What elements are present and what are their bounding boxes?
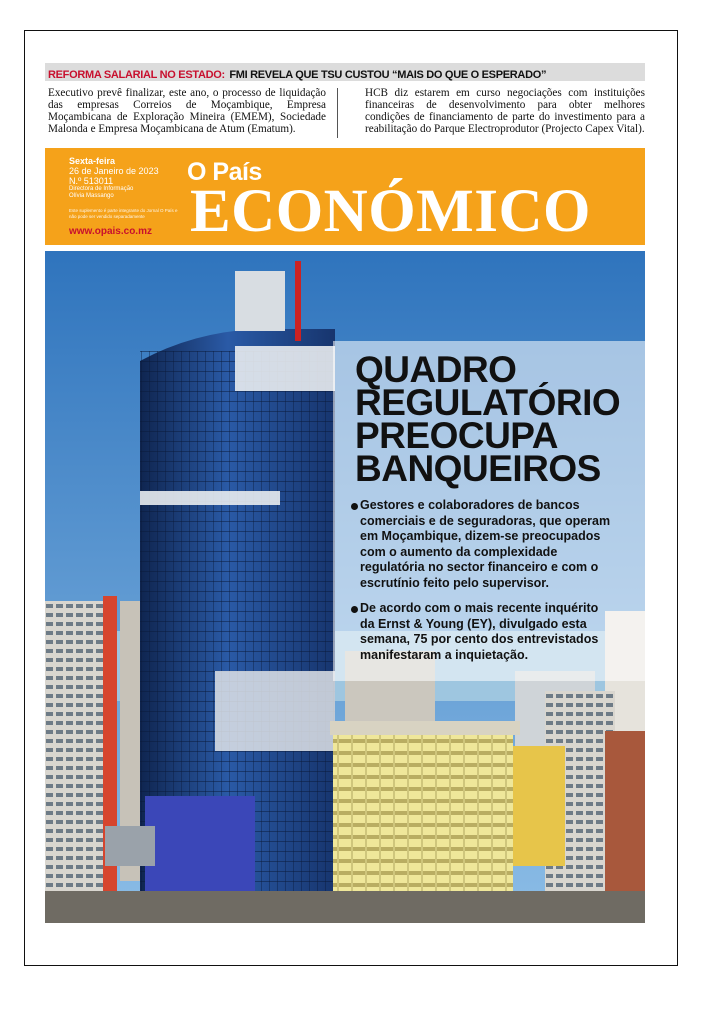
headline-line: BANQUEIROS <box>355 448 601 489</box>
director-name: Olívia Massango <box>69 193 114 199</box>
headline-line: QUADRO <box>355 349 517 390</box>
brand-logo: O País <box>187 158 262 186</box>
teaser-left[interactable]: Executivo prevê finalizar, este ano, o processo de liquidação das empresas Correios de Moçambique, Empresa Moçambicana de Exploração Mineira (EMEM), Sociedade Malonda e Empresa Moçambicana de Atum (Ematum). <box>48 87 326 135</box>
walkway <box>105 826 155 866</box>
cover-headline <box>355 349 621 489</box>
bullet-dot-icon <box>351 503 358 510</box>
strip-headline: FMI REVELA QUE TSU CUSTOU “MAIS DO QUE O ESPERADO” <box>229 69 547 81</box>
antenna <box>295 261 301 341</box>
issue-meta <box>69 156 179 220</box>
tower-frame <box>235 346 335 391</box>
tower-base-blue <box>145 796 255 906</box>
fine-print: Este suplemento é parte integrante do Jornal O País e não pode ser vendido separadamente <box>69 208 178 219</box>
section-title: ECONÓMICO <box>190 178 591 245</box>
story-bullet <box>351 498 613 591</box>
tower-crown <box>235 271 285 331</box>
column-divider <box>337 88 338 138</box>
director-label: Directora de Informação <box>69 186 134 192</box>
cover-story-box[interactable] <box>333 341 645 681</box>
yellow-block <box>333 731 513 891</box>
masthead <box>45 148 645 245</box>
story-bullet <box>351 601 613 663</box>
street <box>45 891 645 923</box>
teaser-right[interactable]: HCB diz estarem em curso negociações com instituições financeiras de desenvolvimento para obter melhores condições de financiamento de parte do investimento para a reabilitação do Parque Electroprodutor (Projecto Capex Vital). <box>365 87 645 135</box>
yellow-block-roof <box>330 721 520 735</box>
issue-number: N.º 513011 <box>69 176 114 186</box>
headline-line: REGULATÓRIO <box>355 382 621 423</box>
website-link[interactable]: www.opais.co.mz <box>69 226 152 237</box>
tower-frame-lower <box>215 671 335 751</box>
top-headline-strip[interactable] <box>45 63 645 81</box>
tower-band <box>140 491 280 505</box>
bullet-dot-icon <box>351 606 358 613</box>
issue-date: 26 de Janeiro de 2023 <box>69 166 159 176</box>
bullet-text: Gestores e colaboradores de bancos comerciais e de seguradoras, que operam em Moçambique, dizem-se preocupados com o aumento da complexidade regulatória no sector financeiro e com o escrutínio feito pelo supervisor. <box>360 498 611 590</box>
cover-photo <box>45 251 645 923</box>
strip-kicker: REFORMA SALARIAL NO ESTADO: <box>48 69 225 81</box>
headline-line: PREOCUPA <box>355 415 558 456</box>
issue-day: Sexta-feira <box>69 156 116 166</box>
bullet-text: De acordo com o mais recente inquérito da Ernst & Young (EY), divulgado esta semana, 75 por cento dos entrevistados manifestaram a inquietação. <box>360 601 599 662</box>
